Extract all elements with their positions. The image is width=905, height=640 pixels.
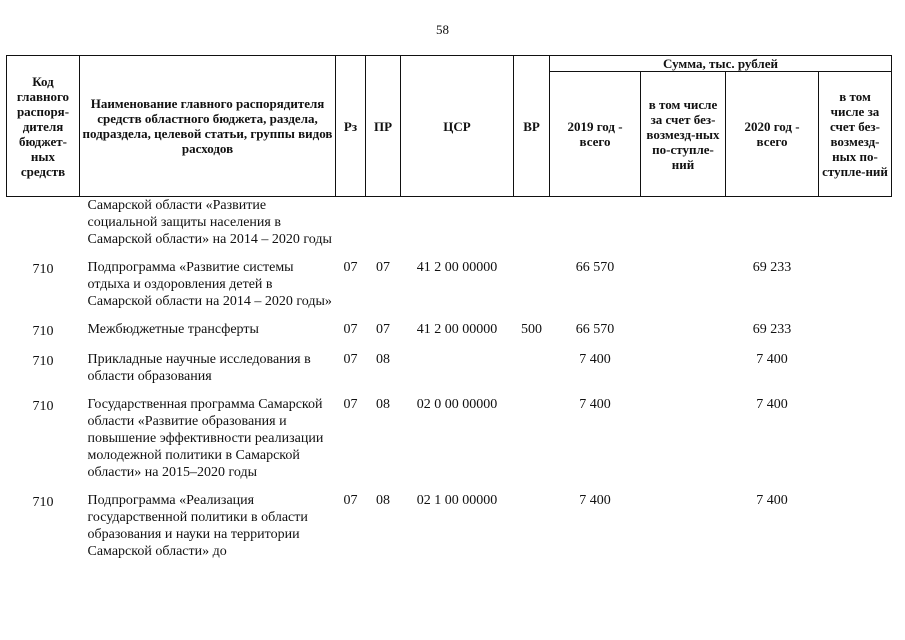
cell-vr [514, 197, 550, 260]
header-2020-grants: в том числе за счет без-возмезд-ных по-ступле-ний [819, 72, 892, 197]
cell-name: Государственная программа Самарской области «Развитие образования и повышение эффективности реализации молодежной политики в Самарской области» на 2015–2020 годы [87, 397, 324, 480]
header-name: Наименование главного распорядителя средств областного бюджета, раздела, подраздела, целевой статьи, группы видов расходов [80, 56, 336, 197]
cell-pr: 08 [376, 352, 390, 367]
cell-2020-total: 7 400 [756, 397, 788, 412]
cell-rz: 07 [343, 397, 358, 412]
table-row [7, 321, 892, 351]
cell-2019-grants [641, 396, 726, 492]
cell-rz: 07 [343, 260, 358, 275]
cell-code [7, 197, 80, 260]
table-body [7, 197, 892, 572]
header-2019-grants: в том числе за счет без-возмезд-ных по-ступле-ний [641, 72, 726, 197]
cell-2020-grants [819, 396, 892, 492]
cell-rz [336, 197, 366, 260]
cell-csr: 02 0 00 00000 [416, 397, 498, 412]
cell-2019-grants [641, 351, 726, 396]
cell-name: Прикладные научные исследования в области образования [87, 352, 311, 384]
header-code: Код главного распоря-дителя бюджет-ных средств [7, 56, 80, 197]
cell-2019-grants [641, 197, 726, 260]
cell-vr [514, 259, 550, 321]
cell-2019-grants [641, 259, 726, 321]
cell-2020-total: 7 400 [756, 352, 788, 367]
cell-vr [514, 396, 550, 492]
header-2020-total: 2020 год - всего [726, 72, 819, 197]
cell-code: 710 [32, 399, 54, 414]
cell-csr: 41 2 00 00000 [416, 322, 498, 337]
cell-2019-total: 66 570 [575, 322, 615, 337]
cell-pr [366, 197, 401, 260]
cell-2019-grants [641, 321, 726, 351]
header-rz: Рз [336, 56, 366, 197]
cell-2020-total [726, 197, 819, 260]
header-pr: ПР [366, 56, 401, 197]
table-row [7, 492, 892, 571]
cell-2020-grants [819, 351, 892, 396]
header-2019-total: 2019 год - всего [550, 72, 641, 197]
cell-rz: 07 [343, 493, 358, 508]
cell-name: Подпрограмма «Реализация государственной политики в области образования и науки на территории Самарской области» до [87, 493, 308, 559]
table-row [7, 259, 892, 321]
cell-pr: 07 [376, 260, 390, 275]
header-vr: ВР [514, 56, 550, 197]
cell-csr [401, 351, 514, 396]
cell-2019-grants [641, 492, 726, 571]
cell-pr: 08 [376, 493, 390, 508]
cell-2019-total: 66 570 [575, 260, 615, 275]
cell-2020-grants [819, 197, 892, 260]
cell-code: 710 [32, 495, 54, 510]
budget-table [6, 55, 892, 571]
cell-2019-total: 7 400 [579, 493, 611, 508]
cell-name: Межбюджетные трансферты [87, 322, 259, 337]
cell-csr: 41 2 00 00000 [416, 260, 498, 275]
cell-2020-grants [819, 492, 892, 571]
cell-csr: 02 1 00 00000 [416, 493, 498, 508]
page-number: 58 [436, 22, 449, 37]
cell-code: 710 [32, 354, 54, 369]
table-row [7, 351, 892, 396]
cell-vr [514, 351, 550, 396]
cell-name: Подпрограмма «Развитие системы отдыха и оздоровления детей в Самарской области на 2014 – 2020 годы» [87, 260, 332, 309]
cell-2020-total: 69 233 [752, 322, 792, 337]
header-sum-group: Сумма, тыс. рублей [550, 56, 892, 72]
table-header [7, 56, 892, 197]
cell-code: 710 [32, 262, 54, 277]
table-row [7, 396, 892, 492]
cell-2019-total: 7 400 [579, 397, 611, 412]
cell-rz: 07 [343, 322, 358, 337]
cell-name: Самарской области «Развитие социальной защиты населения в Самарской области» на 2014 – 2020 годы [87, 198, 332, 247]
cell-pr: 08 [376, 397, 390, 412]
cell-2019-total: 7 400 [579, 352, 611, 367]
cell-vr: 500 [521, 322, 542, 337]
cell-rz: 07 [343, 352, 358, 367]
cell-code: 710 [32, 324, 54, 339]
cell-vr [514, 492, 550, 571]
header-csr: ЦСР [401, 56, 514, 197]
cell-2020-grants [819, 259, 892, 321]
cell-2020-total: 69 233 [752, 260, 792, 275]
cell-pr: 07 [376, 322, 390, 337]
cell-2020-grants [819, 321, 892, 351]
cell-2020-total: 7 400 [756, 493, 788, 508]
cell-2019-total [550, 197, 641, 260]
cell-csr [401, 197, 514, 260]
table-row [7, 197, 892, 260]
